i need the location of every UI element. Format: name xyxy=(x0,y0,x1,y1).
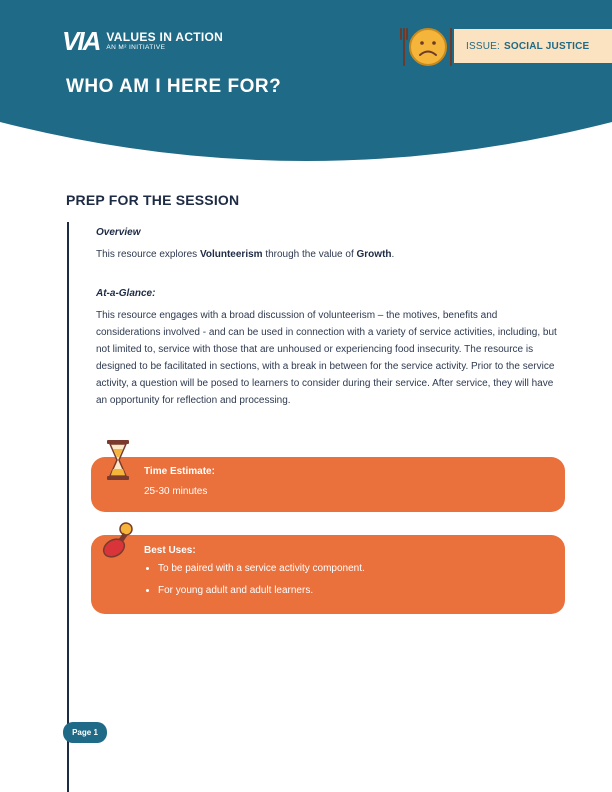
stamp-icon xyxy=(100,520,136,560)
overview-value: Growth xyxy=(356,249,392,260)
overview-text: This resource explores Volunteerism through the value of Growth. xyxy=(96,249,395,260)
page-number-badge: Page 1 xyxy=(63,722,107,743)
section-divider-line xyxy=(67,222,69,792)
best-uses-item: • To be paired with a service activity component. xyxy=(158,558,565,580)
overview-topic: Volunteerism xyxy=(199,249,263,260)
issue-value: SOCIAL JUSTICE xyxy=(504,40,590,52)
overview-label: Overview xyxy=(96,227,141,238)
best-uses-item: • For young adult and adult learners. xyxy=(158,580,565,602)
time-estimate-card xyxy=(91,457,565,512)
time-estimate-title: Time Estimate: xyxy=(144,466,215,477)
time-estimate-value: 25-30 minutes xyxy=(144,486,208,497)
sad-plate-icon xyxy=(398,25,458,69)
best-uses-list xyxy=(144,558,565,602)
at-a-glance-label: At-a-Glance: xyxy=(96,288,156,299)
via-logo xyxy=(62,28,223,54)
logo-title: VALUES IN ACTION xyxy=(106,29,224,44)
issue-prefix: ISSUE: xyxy=(466,40,500,52)
at-a-glance-text: This resource engages with a broad discussion of volunteerism – the motives, benefits and considerations involved - and can be used in connection with a variety of service activities, including, but not limited to, service with those that are unhoused or experiencing food insecurity. The resource is designed to be facilitated in sections, with a break in between for the service activity. Prior to the service activity, a question will be posed to learners to consider during their service. After service, they will have an opportunity for reflection and processing. xyxy=(96,310,557,406)
page-title: WHO AM I HERE FOR? xyxy=(66,76,282,97)
best-uses-card xyxy=(91,535,565,614)
hourglass-icon xyxy=(104,438,132,482)
logo-mark: VIA xyxy=(62,26,100,56)
issue-badge xyxy=(454,29,612,63)
best-uses-title: Best Uses: xyxy=(144,545,196,556)
logo-subtitle: AN M² INITIATIVE xyxy=(106,43,166,51)
section-heading: PREP FOR THE SESSION xyxy=(66,192,240,208)
